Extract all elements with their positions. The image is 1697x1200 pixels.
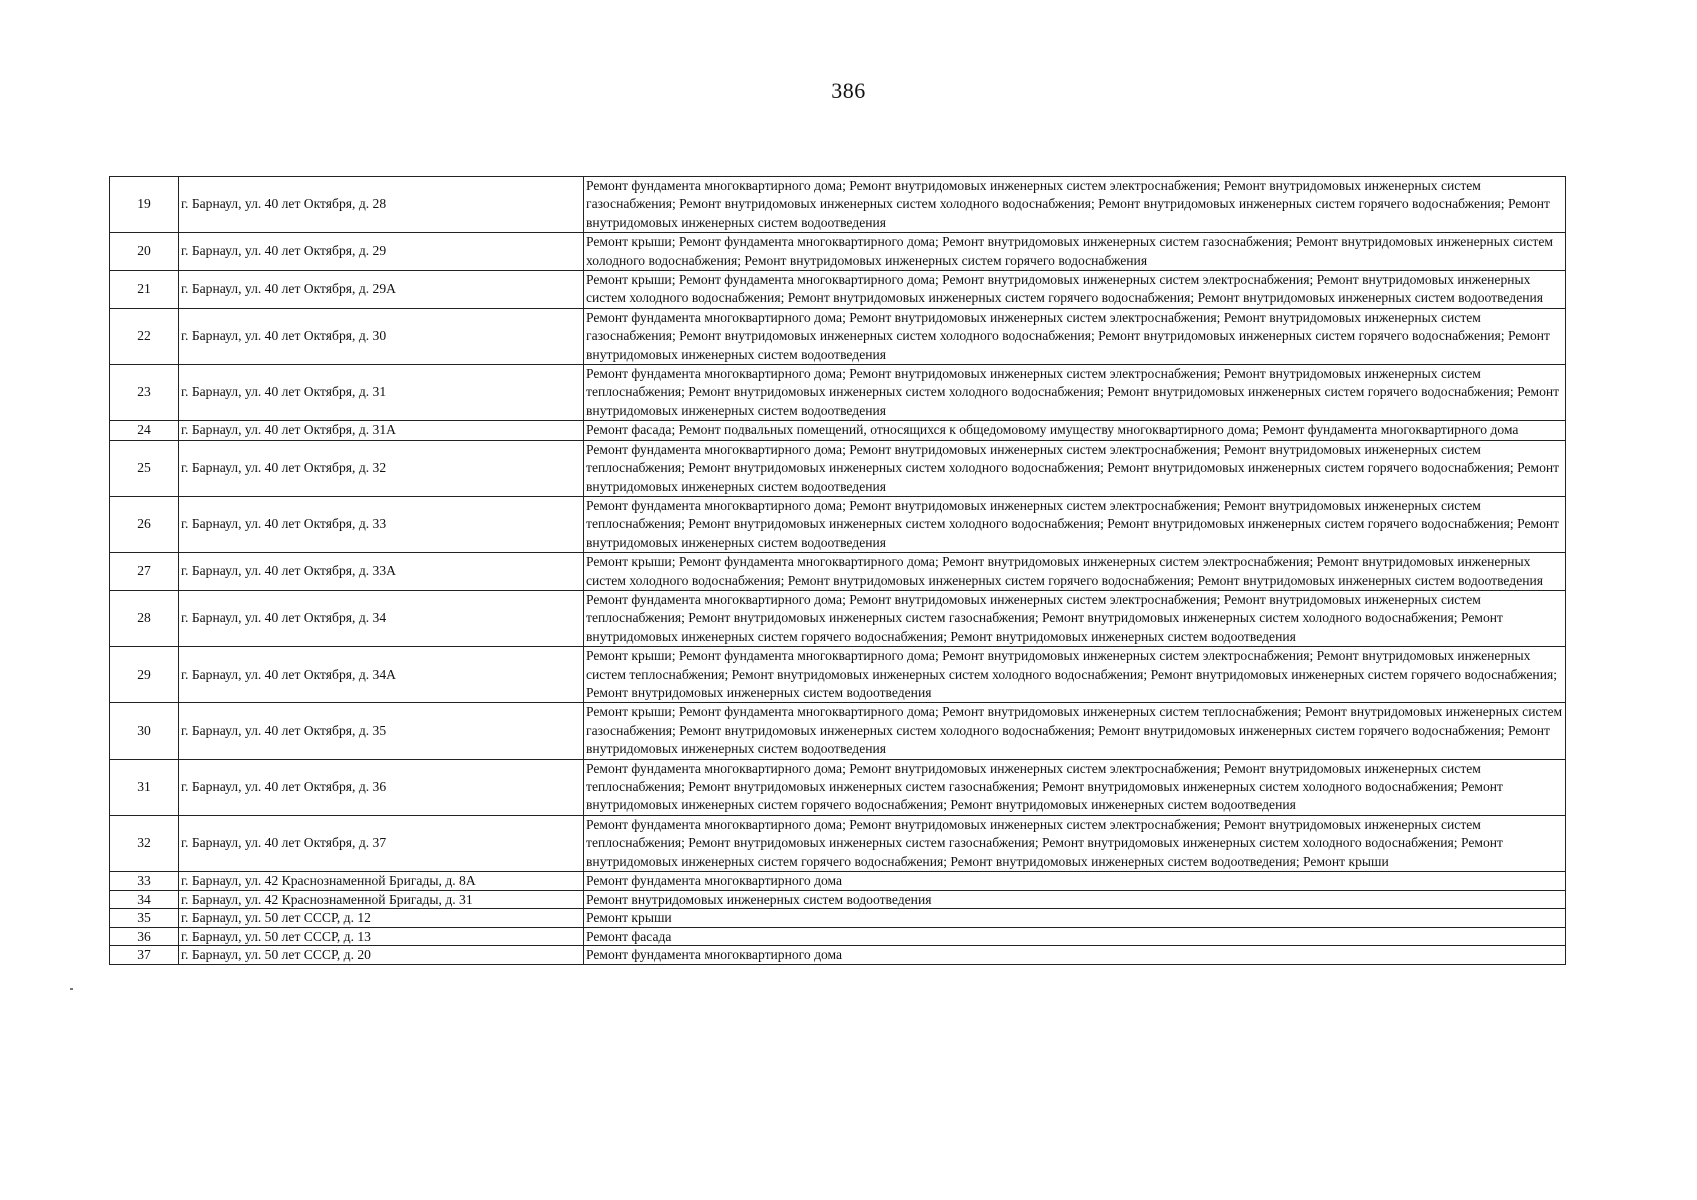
table-row	[110, 703, 1566, 759]
row-address: г. Барнаул, ул. 40 лет Октября, д. 29А	[179, 271, 584, 309]
row-address: г. Барнаул, ул. 50 лет СССР, д. 20	[179, 946, 584, 965]
row-works: Ремонт крыши; Ремонт фундамента многоквартирного дома; Ремонт внутридомовых инженерных систем электроснабжения; Ремонт внутридомовых инженерных систем холодного водоснабжения; Ремонт внутридомовых инженерных систем горячего водоснабжения; Ремонт внутридомовых инженерных систем водоотведения	[584, 271, 1566, 309]
row-number: 24	[110, 421, 179, 440]
row-works: Ремонт фасада	[584, 927, 1566, 946]
row-address: г. Барнаул, ул. 40 лет Октября, д. 32	[179, 440, 584, 496]
row-works: Ремонт крыши	[584, 909, 1566, 928]
row-works: Ремонт крыши; Ремонт фундамента многоквартирного дома; Ремонт внутридомовых инженерных систем электроснабжения; Ремонт внутридомовых инженерных систем теплоснабжения; Ремонт внутридомовых инженерных систем холодного водоснабжения; Ремонт внутридомовых инженерных систем горячего водоснабжения; Ремонт внутридомовых инженерных систем водоотведения	[584, 647, 1566, 703]
row-address: г. Барнаул, ул. 40 лет Октября, д. 34	[179, 590, 584, 646]
row-address: г. Барнаул, ул. 40 лет Октября, д. 34А	[179, 647, 584, 703]
row-address: г. Барнаул, ул. 50 лет СССР, д. 12	[179, 909, 584, 928]
row-number: 34	[110, 890, 179, 909]
row-address: г. Барнаул, ул. 40 лет Октября, д. 35	[179, 703, 584, 759]
row-address: г. Барнаул, ул. 42 Краснознаменной Бригады, д. 31	[179, 890, 584, 909]
table-row	[110, 647, 1566, 703]
row-works: Ремонт фундамента многоквартирного дома; Ремонт внутридомовых инженерных систем электроснабжения; Ремонт внутридомовых инженерных систем газоснабжения; Ремонт внутридомовых инженерных систем холодного водоснабжения; Ремонт внутридомовых инженерных систем горячего водоснабжения; Ремонт внутридомовых инженерных систем водоотведения	[584, 308, 1566, 364]
row-address: г. Барнаул, ул. 50 лет СССР, д. 13	[179, 927, 584, 946]
row-works: Ремонт фундамента многоквартирного дома; Ремонт внутридомовых инженерных систем электроснабжения; Ремонт внутридомовых инженерных систем теплоснабжения; Ремонт внутридомовых инженерных систем газоснабжения; Ремонт внутридомовых инженерных систем холодного водоснабжения; Ремонт внутридомовых инженерных систем горячего водоснабжения; Ремонт внутридомовых инженерных систем водоотведения	[584, 759, 1566, 815]
table-row	[110, 440, 1566, 496]
row-number: 35	[110, 909, 179, 928]
table-row	[110, 177, 1566, 233]
row-address: г. Барнаул, ул. 40 лет Октября, д. 33	[179, 496, 584, 552]
row-number: 33	[110, 872, 179, 891]
row-number: 26	[110, 496, 179, 552]
row-works: Ремонт фасада; Ремонт подвальных помещений, относящихся к общедомовому имуществу многоквартирного дома; Ремонт фундамента многоквартирного дома	[584, 421, 1566, 440]
row-address: г. Барнаул, ул. 42 Краснознаменной Бригады, д. 8А	[179, 872, 584, 891]
row-number: 27	[110, 553, 179, 591]
row-works: Ремонт крыши; Ремонт фундамента многоквартирного дома; Ремонт внутридомовых инженерных систем электроснабжения; Ремонт внутридомовых инженерных систем холодного водоснабжения; Ремонт внутридомовых инженерных систем горячего водоснабжения; Ремонт внутридомовых инженерных систем водоотведения	[584, 553, 1566, 591]
row-number: 20	[110, 233, 179, 271]
row-number: 32	[110, 815, 179, 871]
table-row	[110, 815, 1566, 871]
row-works: Ремонт фундамента многоквартирного дома; Ремонт внутридомовых инженерных систем электроснабжения; Ремонт внутридомовых инженерных систем теплоснабжения; Ремонт внутридомовых инженерных систем газоснабжения; Ремонт внутридомовых инженерных систем холодного водоснабжения; Ремонт внутридомовых инженерных систем горячего водоснабжения; Ремонт внутридомовых инженерных систем водоотведения; Ремонт крыши	[584, 815, 1566, 871]
row-number: 30	[110, 703, 179, 759]
row-address: г. Барнаул, ул. 40 лет Октября, д. 37	[179, 815, 584, 871]
table-row	[110, 496, 1566, 552]
row-works: Ремонт фундамента многоквартирного дома	[584, 872, 1566, 891]
row-works: Ремонт фундамента многоквартирного дома; Ремонт внутридомовых инженерных систем электроснабжения; Ремонт внутридомовых инженерных систем теплоснабжения; Ремонт внутридомовых инженерных систем холодного водоснабжения; Ремонт внутридомовых инженерных систем горячего водоснабжения; Ремонт внутридомовых инженерных систем водоотведения	[584, 365, 1566, 421]
row-works: Ремонт крыши; Ремонт фундамента многоквартирного дома; Ремонт внутридомовых инженерных систем газоснабжения; Ремонт внутридомовых инженерных систем холодного водоснабжения; Ремонт внутридомовых инженерных систем горячего водоснабжения	[584, 233, 1566, 271]
row-address: г. Барнаул, ул. 40 лет Октября, д. 29	[179, 233, 584, 271]
row-address: г. Барнаул, ул. 40 лет Октября, д. 31	[179, 365, 584, 421]
row-address: г. Барнаул, ул. 40 лет Октября, д. 33А	[179, 553, 584, 591]
row-number: 31	[110, 759, 179, 815]
table-row	[110, 927, 1566, 946]
row-number: 25	[110, 440, 179, 496]
row-number: 29	[110, 647, 179, 703]
table-row	[110, 553, 1566, 591]
row-number: 36	[110, 927, 179, 946]
table-body	[110, 177, 1566, 965]
row-works: Ремонт фундамента многоквартирного дома; Ремонт внутридомовых инженерных систем электроснабжения; Ремонт внутридомовых инженерных систем теплоснабжения; Ремонт внутридомовых инженерных систем холодного водоснабжения; Ремонт внутридомовых инженерных систем горячего водоснабжения; Ремонт внутридомовых инженерных систем водоотведения	[584, 496, 1566, 552]
repair-list-table	[109, 176, 1566, 965]
row-number: 23	[110, 365, 179, 421]
table-row	[110, 421, 1566, 440]
row-address: г. Барнаул, ул. 40 лет Октября, д. 28	[179, 177, 584, 233]
table-row	[110, 759, 1566, 815]
row-works: Ремонт фундамента многоквартирного дома	[584, 946, 1566, 965]
row-number: 22	[110, 308, 179, 364]
row-works: Ремонт внутридомовых инженерных систем водоотведения	[584, 890, 1566, 909]
row-works: Ремонт фундамента многоквартирного дома; Ремонт внутридомовых инженерных систем электроснабжения; Ремонт внутридомовых инженерных систем газоснабжения; Ремонт внутридомовых инженерных систем холодного водоснабжения; Ремонт внутридомовых инженерных систем горячего водоснабжения; Ремонт внутридомовых инженерных систем водоотведения	[584, 177, 1566, 233]
table-row	[110, 890, 1566, 909]
table-row	[110, 308, 1566, 364]
row-number: 19	[110, 177, 179, 233]
row-works: Ремонт крыши; Ремонт фундамента многоквартирного дома; Ремонт внутридомовых инженерных систем теплоснабжения; Ремонт внутридомовых инженерных систем газоснабжения; Ремонт внутридомовых инженерных систем холодного водоснабжения; Ремонт внутридомовых инженерных систем горячего водоснабжения; Ремонт внутридомовых инженерных систем водоотведения	[584, 703, 1566, 759]
row-number: 37	[110, 946, 179, 965]
row-works: Ремонт фундамента многоквартирного дома; Ремонт внутридомовых инженерных систем электроснабжения; Ремонт внутридомовых инженерных систем теплоснабжения; Ремонт внутридомовых инженерных систем газоснабжения; Ремонт внутридомовых инженерных систем холодного водоснабжения; Ремонт внутридомовых инженерных систем горячего водоснабжения; Ремонт внутридомовых инженерных систем водоотведения	[584, 590, 1566, 646]
row-address: г. Барнаул, ул. 40 лет Октября, д. 31А	[179, 421, 584, 440]
table-row	[110, 909, 1566, 928]
row-works: Ремонт фундамента многоквартирного дома; Ремонт внутридомовых инженерных систем электроснабжения; Ремонт внутридомовых инженерных систем теплоснабжения; Ремонт внутридомовых инженерных систем холодного водоснабжения; Ремонт внутридомовых инженерных систем горячего водоснабжения; Ремонт внутридомовых инженерных систем водоотведения	[584, 440, 1566, 496]
table-row	[110, 271, 1566, 309]
scan-speck	[70, 988, 73, 990]
table-row	[110, 590, 1566, 646]
table-row	[110, 946, 1566, 965]
row-address: г. Барнаул, ул. 40 лет Октября, д. 30	[179, 308, 584, 364]
row-number: 21	[110, 271, 179, 309]
page-number: 386	[831, 78, 866, 103]
table-row	[110, 872, 1566, 891]
row-address: г. Барнаул, ул. 40 лет Октября, д. 36	[179, 759, 584, 815]
row-number: 28	[110, 590, 179, 646]
table-row	[110, 365, 1566, 421]
table-row	[110, 233, 1566, 271]
